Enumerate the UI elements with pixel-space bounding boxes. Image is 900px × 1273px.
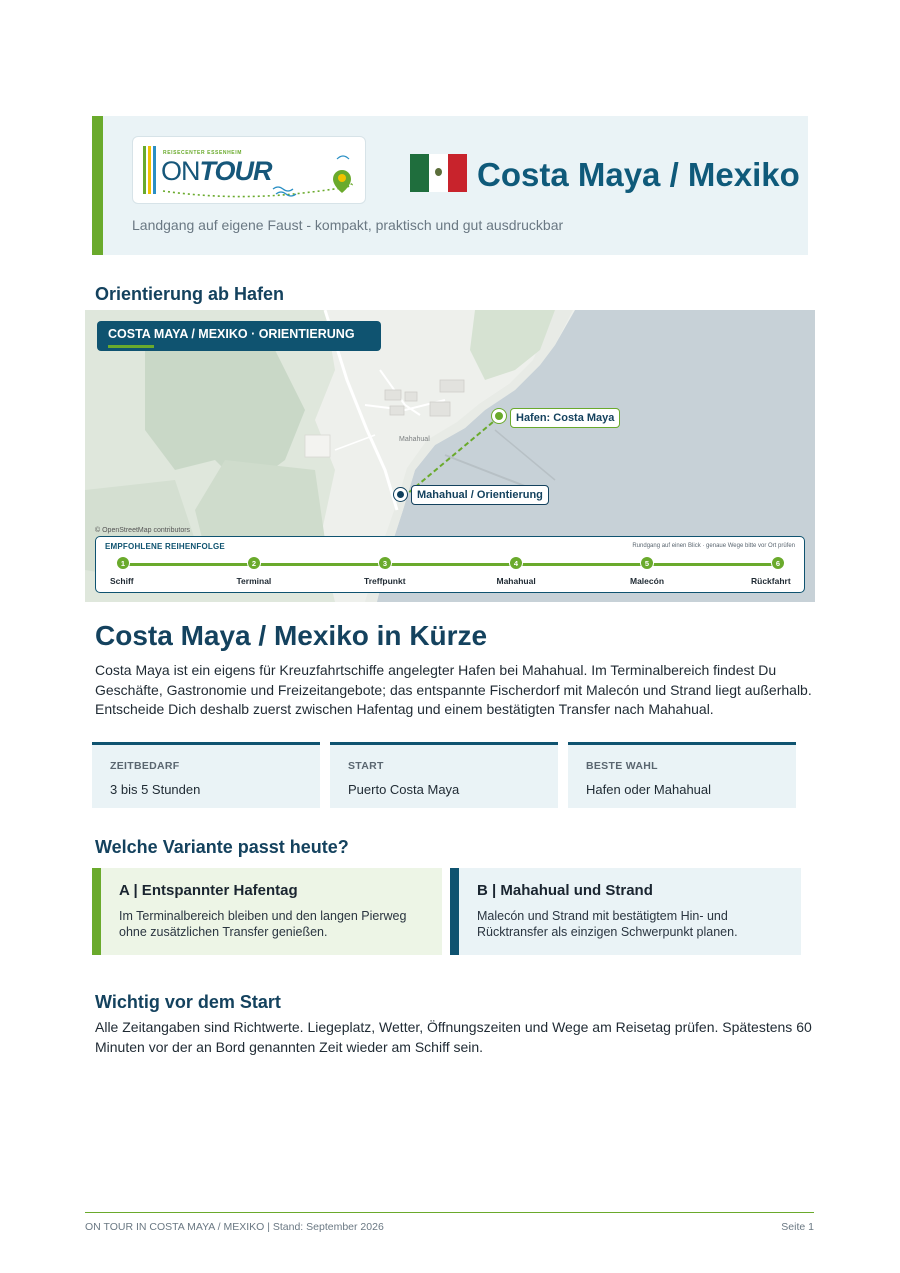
fact-value: Hafen oder Mahahual — [586, 782, 712, 797]
route-note: Rundgang auf einen Blick · genaue Wege bitte vor Ort prüfen — [632, 543, 795, 549]
logo-decoration — [133, 137, 366, 204]
fact-card-start — [330, 742, 558, 808]
route-line — [123, 563, 778, 566]
ontour-logo — [132, 136, 366, 204]
fact-value: 3 bis 5 Stunden — [110, 782, 201, 797]
variant-b-title: B | Mahahual und Strand — [477, 882, 653, 899]
route-step-marker: 1 — [116, 556, 130, 570]
route-step-label: Malecón — [630, 576, 665, 586]
variants-heading: Welche Variante passt heute? — [95, 837, 349, 857]
port-marker-icon[interactable] — [492, 409, 506, 423]
map-title-tag — [97, 321, 381, 351]
orientation-map — [85, 310, 815, 602]
page-title: Costa Maya / Mexiko — [477, 156, 800, 193]
fact-key: BESTE WAHL — [586, 760, 658, 772]
logo-tour-text: TOUR — [199, 156, 272, 186]
variant-b-card — [450, 868, 801, 955]
logo-kicker: REISECENTER ESSENHEIM — [163, 150, 243, 156]
route-step-label: Schiff — [110, 576, 134, 586]
route-step-label: Rückfahrt — [751, 576, 791, 586]
variant-a-text: Im Terminalbereich bleiben und den langen Pierweg ohne zusätzlichen Transfer genießen. — [119, 909, 407, 939]
map-title-text: COSTA MAYA / MEXIKO · ORIENTIERUNG — [108, 327, 355, 341]
footer-text: ON TOUR IN COSTA MAYA / MEXIKO | Stand: September 2026 — [85, 1221, 384, 1233]
route-step-marker: 4 — [509, 556, 523, 570]
map-attribution: © OpenStreetMap contributors — [95, 527, 191, 534]
fact-value: Puerto Costa Maya — [348, 782, 460, 797]
route-step-marker: 3 — [378, 556, 392, 570]
town-marker-label[interactable]: Mahahual / Orientierung — [411, 485, 549, 505]
route-step-label: Terminal — [236, 576, 272, 586]
footer-divider — [85, 1212, 814, 1213]
facts-row — [92, 742, 798, 808]
variant-a-card — [92, 868, 442, 955]
mexico-flag-icon — [410, 154, 467, 192]
summary-heading: Costa Maya / Mexiko in Kürze — [95, 620, 488, 651]
route-step-marker: 5 — [640, 556, 654, 570]
route-step-marker: 2 — [247, 556, 261, 570]
route-panel — [95, 536, 805, 593]
logo-on-text: ON — [161, 156, 200, 186]
route-step-label: Treffpunkt — [364, 576, 406, 586]
map-tag-underline — [108, 345, 154, 348]
important-text: Alle Zeitangaben sind Richtwerte. Liegeplatz, Wetter, Öffnungszeiten und Wege am Reisetag prüfen. Spätestens 60 Minuten vor der an Bord genannten Zeit wieder am Schiff sein. — [95, 1019, 812, 1055]
variant-a-title: A | Entspannter Hafentag — [119, 882, 298, 899]
fact-key: START — [348, 760, 384, 772]
town-marker-icon[interactable] — [394, 488, 407, 501]
page-header — [92, 116, 808, 255]
page-number: Seite 1 — [781, 1221, 814, 1233]
map-town-name: Mahahual — [399, 436, 430, 443]
fact-card-time — [92, 742, 320, 808]
fact-key: ZEITBEDARF — [110, 760, 180, 772]
route-title: EMPFOHLENE REIHENFOLGE — [105, 542, 225, 551]
fact-card-best-choice — [568, 742, 796, 808]
route-step-label: Mahahual — [496, 576, 536, 586]
orientation-heading: Orientierung ab Hafen — [95, 284, 285, 304]
port-marker-label[interactable]: Hafen: Costa Maya — [510, 408, 620, 428]
summary-intro: Costa Maya ist ein eigens für Kreuzfahrtschiffe angelegter Hafen bei Mahahual. Im Terminalbereich findest Du Geschäfte, Gastronomie und Freizeitangebote; das entspannte Fischerdorf mit Malecón und Strand liegt außerhalb. Entscheide Dich deshalb zuerst zwischen Hafentag und einem bestätigten Transfer nach Mahahual. — [95, 662, 812, 717]
route-step-marker: 6 — [771, 556, 785, 570]
important-heading: Wichtig vor dem Start — [95, 992, 281, 1012]
variant-b-text: Malecón und Strand mit bestätigtem Hin- und Rücktransfer als einzigen Schwerpunkt planen. — [477, 909, 738, 939]
page-subtitle: Landgang auf eigene Faust - kompakt, praktisch und gut ausdruckbar — [132, 217, 564, 233]
